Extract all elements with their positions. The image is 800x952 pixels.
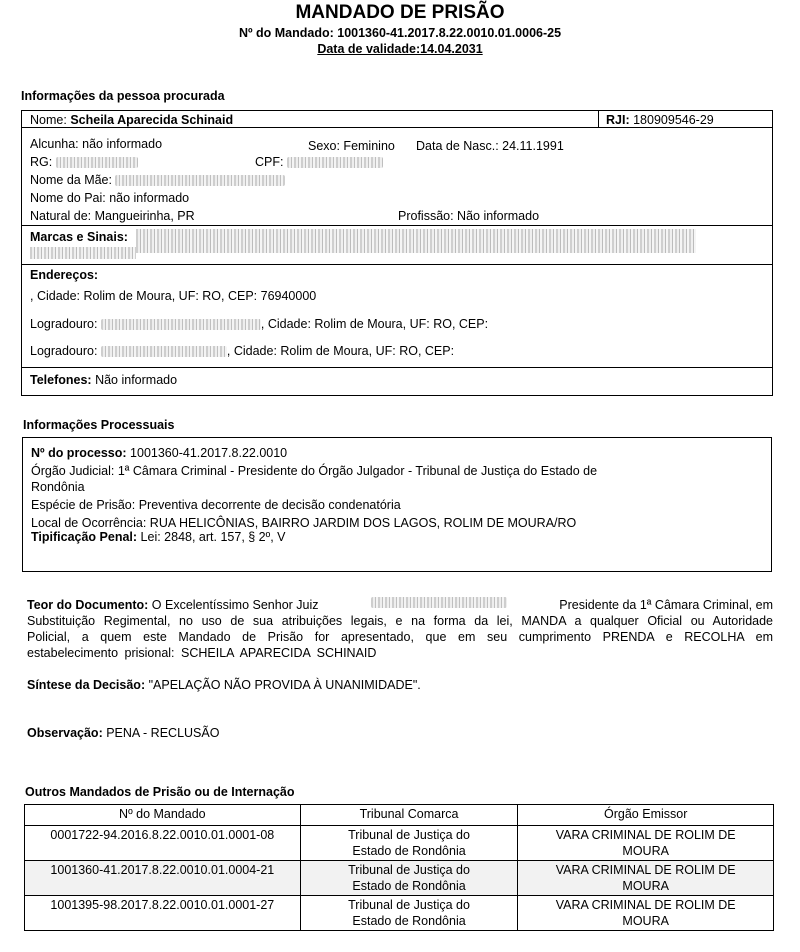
- teor-line-2: Substituição Regimental, no uso de sua atribuições legais, e na forma da lei, MANDA a qualquer Oficial ou Autoridade: [27, 614, 773, 628]
- warrant-number-cell: 1001360-41.2017.8.22.0010.01.0004-21: [25, 861, 301, 896]
- occurrence-location: Local de Ocorrência: RUA HELICÔNIAS, BAIRRO JARDIM DOS LAGOS, ROLIM DE MOURA/RO: [31, 516, 577, 530]
- birth-date: Data de Nasc.: 24.11.1991: [416, 139, 564, 153]
- divider: [22, 127, 772, 128]
- redacted-mother-name: [115, 175, 285, 186]
- penal-label: Tipificação Penal:: [31, 530, 138, 544]
- process-box: [22, 437, 772, 572]
- rji-divider: [598, 111, 599, 127]
- redacted-street: [101, 319, 261, 330]
- marks-field: [30, 230, 128, 244]
- issuer-text: VARA CRIMINAL DE ROLIM DE MOURA: [555, 863, 736, 893]
- sintese-value: "APELAÇÃO NÃO PROVIDA À UNANIMIDADE".: [148, 678, 421, 692]
- process-number-label: Nº do processo:: [31, 446, 127, 460]
- document-content: [27, 597, 773, 661]
- other-warrants-table: [24, 804, 774, 931]
- validity-date: Data de validade:14.04.2031: [317, 42, 483, 56]
- table-row: [25, 896, 774, 931]
- penal-typification: [31, 530, 286, 544]
- issuer-text: VARA CRIMINAL DE ROLIM DE MOURA: [555, 828, 736, 858]
- alias: Alcunha: não informado: [30, 137, 163, 151]
- issuer-cell: [518, 861, 774, 896]
- profession: Profissão: Não informado: [398, 209, 540, 223]
- rji-value: 180909546-29: [633, 113, 714, 127]
- issuer-text: VARA CRIMINAL DE ROLIM DE MOURA: [555, 898, 736, 928]
- person-name: Scheila Aparecida Schinaid: [70, 113, 234, 127]
- process-section-title: Informações Processuais: [23, 418, 175, 432]
- address-2: [30, 317, 488, 331]
- mother-field: [30, 173, 285, 187]
- rji-field: [606, 113, 714, 127]
- phones-label: Telefones:: [30, 373, 92, 387]
- decision-summary: [27, 678, 421, 692]
- other-warrants-title: Outros Mandados de Prisão ou de Internação: [25, 785, 295, 799]
- sex: Sexo: Feminino: [308, 139, 395, 153]
- page-title: MANDADO DE PRISÃO: [295, 2, 505, 23]
- table-row: [25, 861, 774, 896]
- column-header: Nº do Mandado: [25, 805, 301, 826]
- cpf-label: CPF:: [255, 155, 284, 169]
- redacted-marks: [30, 247, 136, 259]
- cpf-field: [255, 155, 383, 169]
- redacted-judge-name: [371, 597, 507, 608]
- divider: [22, 367, 772, 368]
- column-header: Tribunal Comarca: [300, 805, 518, 826]
- court-line2: Rondônia: [31, 480, 85, 494]
- arrest-type: Espécie de Prisão: Preventiva decorrente de decisão condenatória: [31, 498, 401, 512]
- issuer-cell: [518, 896, 774, 931]
- address-1: , Cidade: Rolim de Moura, UF: RO, CEP: 76940000: [30, 289, 317, 303]
- mother-label: Nome da Mãe:: [30, 173, 112, 187]
- divider: [22, 225, 772, 226]
- redacted-marks: [136, 229, 696, 253]
- person-box: [21, 110, 773, 396]
- table-header-row: [25, 805, 774, 826]
- person-section-title: Informações da pessoa procurada: [21, 89, 225, 103]
- teor-rest: Presidente da 1ª Câmara Criminal, em: [559, 598, 773, 612]
- name-label: Nome:: [30, 113, 67, 127]
- warrant-number: Nº do Mandado: 1001360-41.2017.8.22.0010.01.0006-25: [238, 26, 562, 40]
- addresses-label: Endereços:: [30, 268, 99, 282]
- phones-value: Não informado: [95, 373, 178, 387]
- father: Nome do Pai: não informado: [30, 191, 190, 205]
- observation: [27, 726, 219, 740]
- penal-value: Lei: 2848, art. 157, § 2º, V: [140, 530, 286, 544]
- column-header: Órgão Emissor: [518, 805, 774, 826]
- redacted-street: [101, 346, 227, 357]
- sintese-label: Síntese da Decisão:: [27, 678, 146, 692]
- court-text: Tribunal de Justiça do Estado de Rondônia: [348, 898, 470, 928]
- teor-label: Teor do Documento:: [27, 598, 149, 612]
- divider: [22, 264, 772, 265]
- address-3-suffix: , Cidade: Rolim de Moura, UF: RO, CEP:: [226, 344, 455, 358]
- teor-line-1: [27, 597, 773, 613]
- obs-value: PENA - RECLUSÃO: [106, 726, 220, 740]
- natural: Natural de: Mangueirinha, PR: [30, 209, 195, 223]
- teor-start: O Excelentíssimo Senhor Juiz: [151, 598, 319, 612]
- rji-label: RJI:: [606, 113, 630, 127]
- court-cell: [300, 861, 518, 896]
- teor-line-4: estabelecimento prisional: SCHEILA APARECIDA SCHINAID: [27, 646, 377, 660]
- redacted-rg: [56, 157, 138, 168]
- court-cell: [300, 826, 518, 861]
- court-line1: Órgão Judicial: 1ª Câmara Criminal - Presidente do Órgão Julgador - Tribunal de Justiça do Estado de: [31, 464, 598, 478]
- obs-label: Observação:: [27, 726, 103, 740]
- address-3-prefix: Logradouro:: [30, 344, 98, 358]
- warrant-number-cell: 1001395-98.2017.8.22.0010.01.0001-27: [25, 896, 301, 931]
- address-2-prefix: Logradouro:: [30, 317, 98, 331]
- address-3: [30, 344, 454, 358]
- phones-field: [30, 373, 177, 387]
- redacted-cpf: [287, 157, 383, 168]
- rg-field: [30, 155, 138, 169]
- teor-line-3: Policial, a quem este Mandado de Prisão for apresentado, que em seu cumprimento PRENDA e RECOLHA em: [27, 630, 773, 644]
- issuer-cell: [518, 826, 774, 861]
- address-2-suffix: , Cidade: Rolim de Moura, UF: RO, CEP:: [260, 317, 489, 331]
- process-number-value: 1001360-41.2017.8.22.0010: [130, 446, 288, 460]
- court-text: Tribunal de Justiça do Estado de Rondônia: [348, 828, 470, 858]
- warrant-number-cell: 0001722-94.2016.8.22.0010.01.0001-08: [25, 826, 301, 861]
- name-field: [30, 113, 233, 127]
- court-cell: [300, 896, 518, 931]
- court-text: Tribunal de Justiça do Estado de Rondônia: [348, 863, 470, 893]
- table-row: [25, 826, 774, 861]
- marks-label: Marcas e Sinais:: [30, 230, 128, 244]
- rg-label: RG:: [30, 155, 53, 169]
- process-number: [31, 446, 287, 460]
